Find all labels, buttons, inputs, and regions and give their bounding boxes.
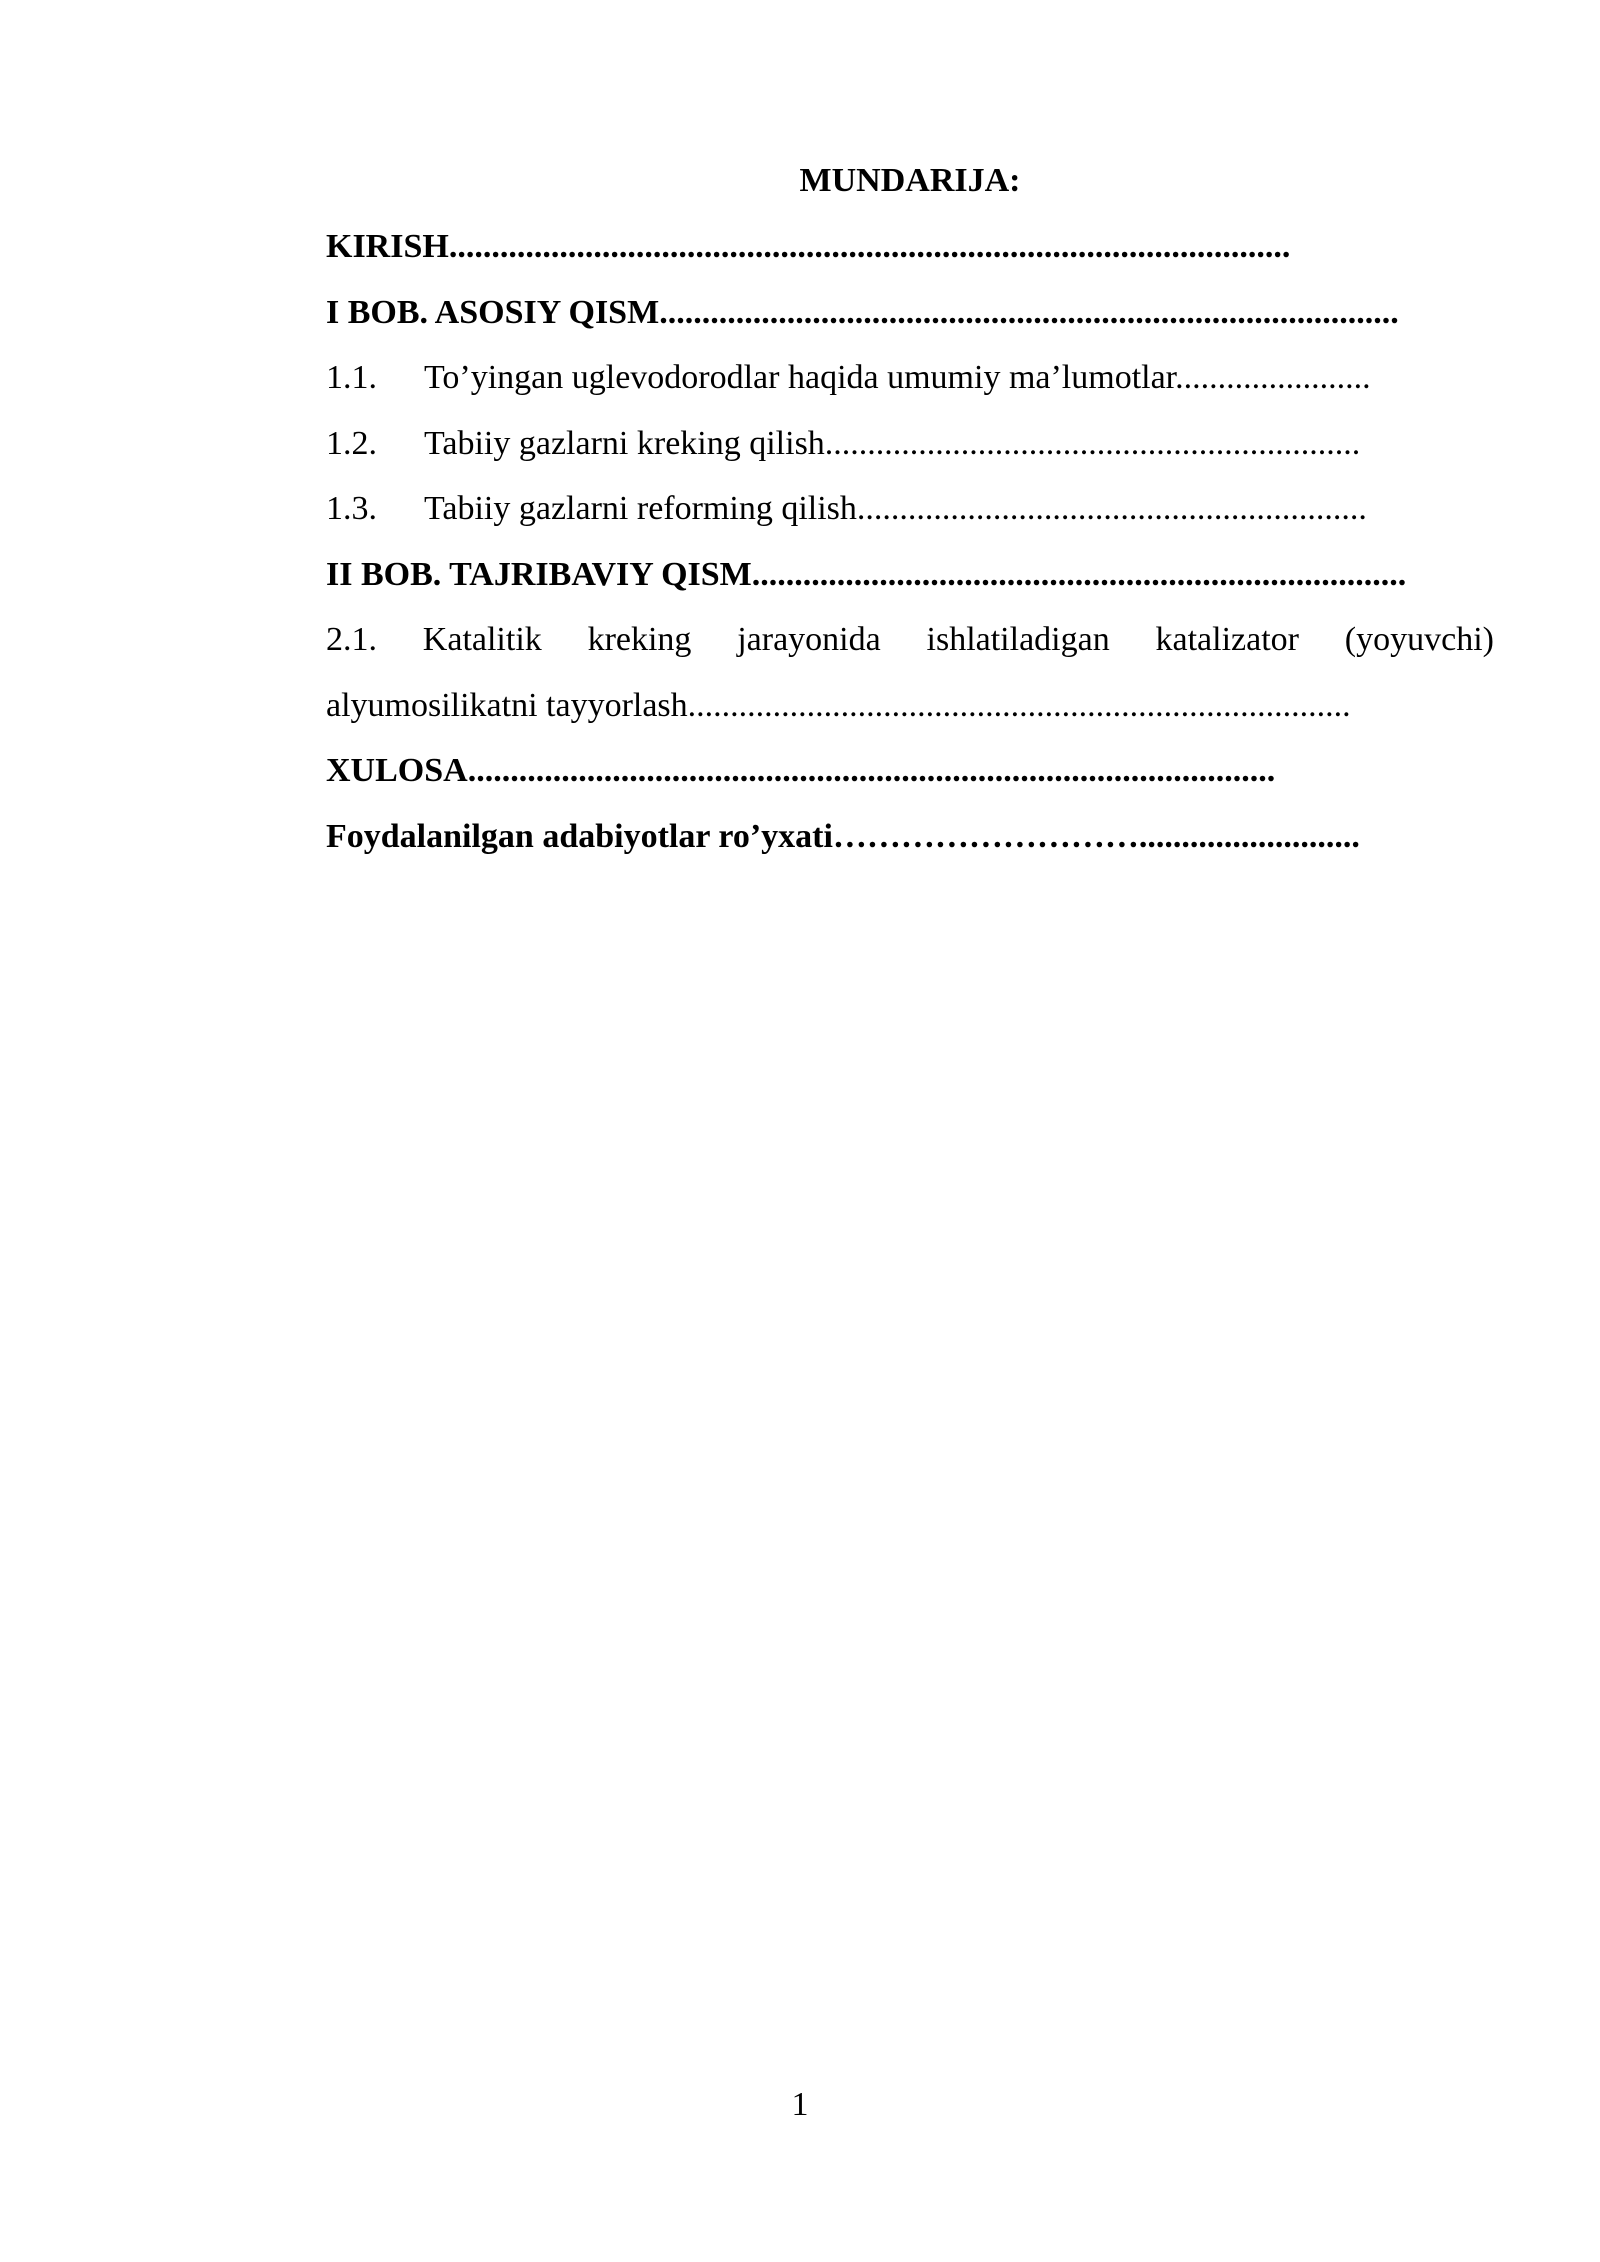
toc-leader-dots: ....................................................................................... xyxy=(659,293,1399,331)
toc-entry-number: 1.1. xyxy=(326,359,377,396)
toc-entry-label: I BOB. ASOSIY QISM xyxy=(326,293,660,331)
toc-leader-dots: ............................................................... xyxy=(824,424,1361,462)
toc-word: kreking xyxy=(587,621,692,658)
toc-entry-label: II BOB. TAJRIBAVIY QISM xyxy=(326,555,752,593)
toc-entry-1-1[interactable] xyxy=(326,345,1494,411)
toc-leader-dots: ....................... xyxy=(1175,359,1371,396)
toc-entry-label: KIRISH xyxy=(326,228,449,265)
toc-leader-dots: ……………………….......................... xyxy=(832,817,1360,855)
toc-entry-1-2[interactable] xyxy=(326,411,1494,477)
toc-title: MUNDARIJA: xyxy=(799,162,1021,199)
toc-word: ishlatiladigan xyxy=(926,621,1110,658)
toc-word: katalizator xyxy=(1155,621,1299,658)
toc-word: (yoyuvchi) xyxy=(1344,621,1494,658)
toc-entry-label: To’yingan uglevodorodlar haqida umumiy ma’lumotlar xyxy=(424,359,1176,396)
toc-entry-chapter-2[interactable] xyxy=(326,542,1494,608)
toc-entry-kirish[interactable] xyxy=(326,214,1494,280)
page-number: 1 xyxy=(791,2086,809,2123)
toc-word: 2.1. xyxy=(326,621,377,658)
toc-entry-chapter-1[interactable] xyxy=(326,280,1494,346)
toc-entry-xulosa[interactable] xyxy=(326,738,1494,804)
toc-entry-number: 1.3. xyxy=(326,490,377,527)
toc-leader-dots: .............................................................................. xyxy=(687,686,1351,724)
toc-leader-dots: ................................................................................................... xyxy=(448,228,1291,265)
toc-entry-2-1-line-2[interactable] xyxy=(326,673,1494,739)
toc-entry-number: 1.2. xyxy=(326,424,377,462)
toc-entry-label: Foydalanilgan adabiyotlar ro’yxati xyxy=(326,817,833,855)
toc-entry-label: alyumosilikatni tayyorlash xyxy=(326,686,688,724)
toc-entry-label: Tabiiy gazlarni reforming qilish xyxy=(424,490,857,527)
toc-entry-references[interactable] xyxy=(326,804,1494,870)
toc-leader-dots: ............................................................ xyxy=(856,490,1367,527)
toc-word: Katalitik xyxy=(422,621,542,658)
toc-entry-label: XULOSA xyxy=(326,752,468,789)
toc-entry-2-1-line-1[interactable] xyxy=(326,607,1494,673)
toc-leader-dots: ............................................................................. xyxy=(751,555,1407,593)
table-of-contents xyxy=(326,148,1494,869)
toc-leader-dots: ............................................................................................... xyxy=(467,752,1276,789)
toc-entry-label: Tabiiy gazlarni kreking qilish xyxy=(424,424,825,462)
toc-word: jarayonida xyxy=(737,621,881,658)
toc-entry-1-3[interactable] xyxy=(326,476,1494,542)
